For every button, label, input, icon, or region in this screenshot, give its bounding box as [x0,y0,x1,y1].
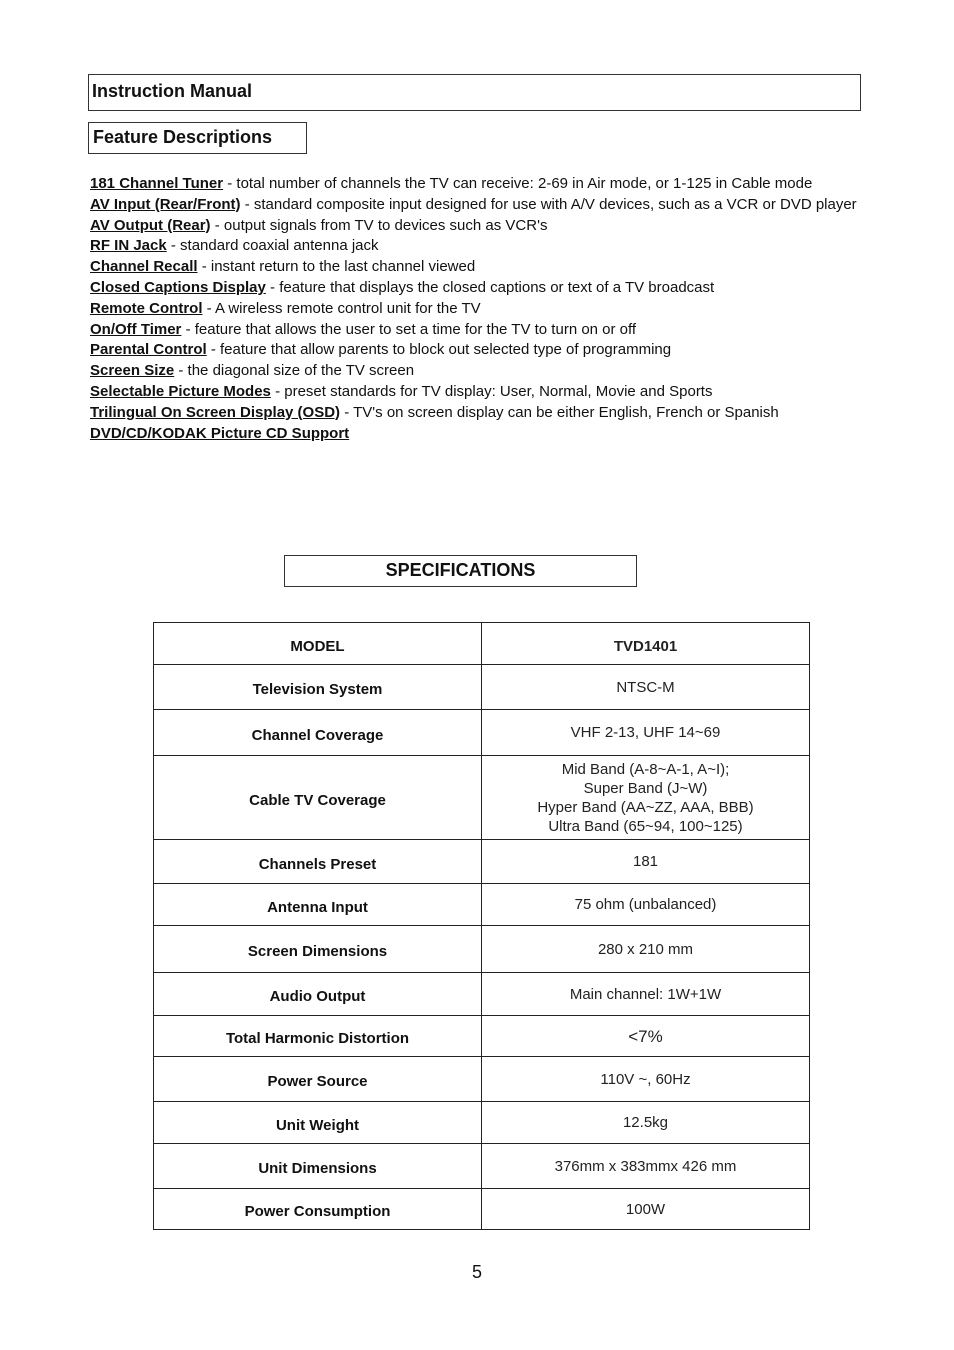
spec-label: Channel Coverage [154,710,482,756]
specifications-table [153,622,810,1230]
table-row [154,884,810,926]
spec-label: Total Harmonic Distortion [154,1016,482,1057]
feature-item [90,320,860,341]
spec-value: NTSC-M [482,665,810,710]
feature-desc: - output signals from TV to devices such as VCR's [210,216,548,234]
spec-value-line: Ultra Band (65~94, 100~125) [548,817,743,835]
spec-value: VHF 2-13, UHF 14~69 [482,710,810,756]
spec-value: 100W [482,1189,810,1230]
spec-value: 75 ohm (unbalanced) [482,884,810,926]
feature-item [90,403,860,424]
feature-desc: - standard coaxial antenna jack [166,237,379,255]
spec-label: Unit Dimensions [154,1144,482,1189]
spec-value: <7% [482,1016,810,1057]
page-number: 5 [471,1262,482,1282]
feature-term: Parental Control [90,341,207,359]
feature-item [90,278,860,299]
table-row [154,926,810,973]
specifications-title: SPECIFICATIONS [284,555,637,587]
feature-list [90,174,860,444]
spec-label: Power Consumption [154,1189,482,1230]
feature-descriptions-title: Feature Descriptions [88,122,307,154]
spec-value [482,756,810,840]
spec-label: Cable TV Coverage [154,756,482,840]
feature-term: AV Output (Rear) [90,216,211,234]
feature-term: Channel Recall [90,258,198,276]
spec-value: 376mm x 383mmx 426 mm [482,1144,810,1189]
table-row [154,840,810,884]
feature-item [90,361,860,382]
spec-value-line: Hyper Band (AA~ZZ, AAA, BBB) [537,798,754,816]
feature-item [90,299,860,320]
feature-item [90,340,860,361]
feature-item [90,236,860,257]
table-row [154,1144,810,1189]
feature-item [90,382,860,403]
feature-term: Trilingual On Screen Display (OSD) [90,403,341,421]
feature-desc: - preset standards for TV display: User, Normal, Movie and Sports [270,382,713,400]
table-row [154,1189,810,1230]
feature-desc: - feature that allows the user to set a time for the TV to turn on or off [181,320,637,338]
feature-desc: - the diagonal size of the TV screen [174,362,415,380]
spec-value: 12.5kg [482,1102,810,1144]
feature-term: Screen Size [90,362,175,380]
feature-item [90,257,860,278]
feature-desc: - A wireless remote control unit for the TV [202,299,481,317]
spec-value: 110V ~, 60Hz [482,1057,810,1102]
spec-label: Screen Dimensions [154,926,482,973]
feature-term: RF IN Jack [90,237,167,255]
feature-term: Closed Captions Display [90,278,266,296]
feature-item [90,216,860,237]
spec-label: Channels Preset [154,840,482,884]
spec-value-line: Super Band (J~W) [583,779,708,797]
spec-label: Antenna Input [154,884,482,926]
table-row [154,1057,810,1102]
feature-term: 181 Channel Tuner [90,175,224,192]
feature-item [90,174,860,195]
table-row [154,756,810,840]
feature-desc: - feature that displays the closed captions or text of a TV broadcast [265,278,715,296]
feature-desc: - TV's on screen display can be either English, French or Spanish [340,403,779,421]
feature-term: Selectable Picture Modes [90,382,271,400]
table-row [154,623,810,665]
spec-label: MODEL [154,623,482,665]
spec-value: 280 x 210 mm [482,926,810,973]
feature-desc: - total number of channels the TV can receive: 2-69 in Air mode, or 1-125 in Cable mode [223,175,813,192]
spec-value: 181 [482,840,810,884]
manual-title: Instruction Manual [88,74,861,111]
spec-value: TVD1401 [482,623,810,665]
feature-desc: - instant return to the last channel viewed [197,258,476,276]
feature-item [90,424,860,445]
spec-label: Television System [154,665,482,710]
spec-label: Unit Weight [154,1102,482,1144]
spec-label: Power Source [154,1057,482,1102]
feature-desc: - standard composite input designed for use with A/V devices, such as a VCR or DVD player [240,195,857,213]
table-row [154,1016,810,1057]
feature-term: Remote Control [90,299,203,317]
spec-value: Main channel: 1W+1W [482,973,810,1016]
feature-term: DVD/CD/KODAK Picture CD Support [90,424,350,442]
spec-value-line: Mid Band (A-8~A-1, A~I); [561,760,730,778]
feature-term: AV Input (Rear/Front) [90,195,241,213]
feature-desc: - feature that allow parents to block out selected type of programming [206,341,672,359]
table-row [154,665,810,710]
table-row [154,710,810,756]
feature-item [90,195,860,216]
table-row [154,1102,810,1144]
feature-term: On/Off Timer [90,320,182,338]
spec-label: Audio Output [154,973,482,1016]
table-row [154,973,810,1016]
